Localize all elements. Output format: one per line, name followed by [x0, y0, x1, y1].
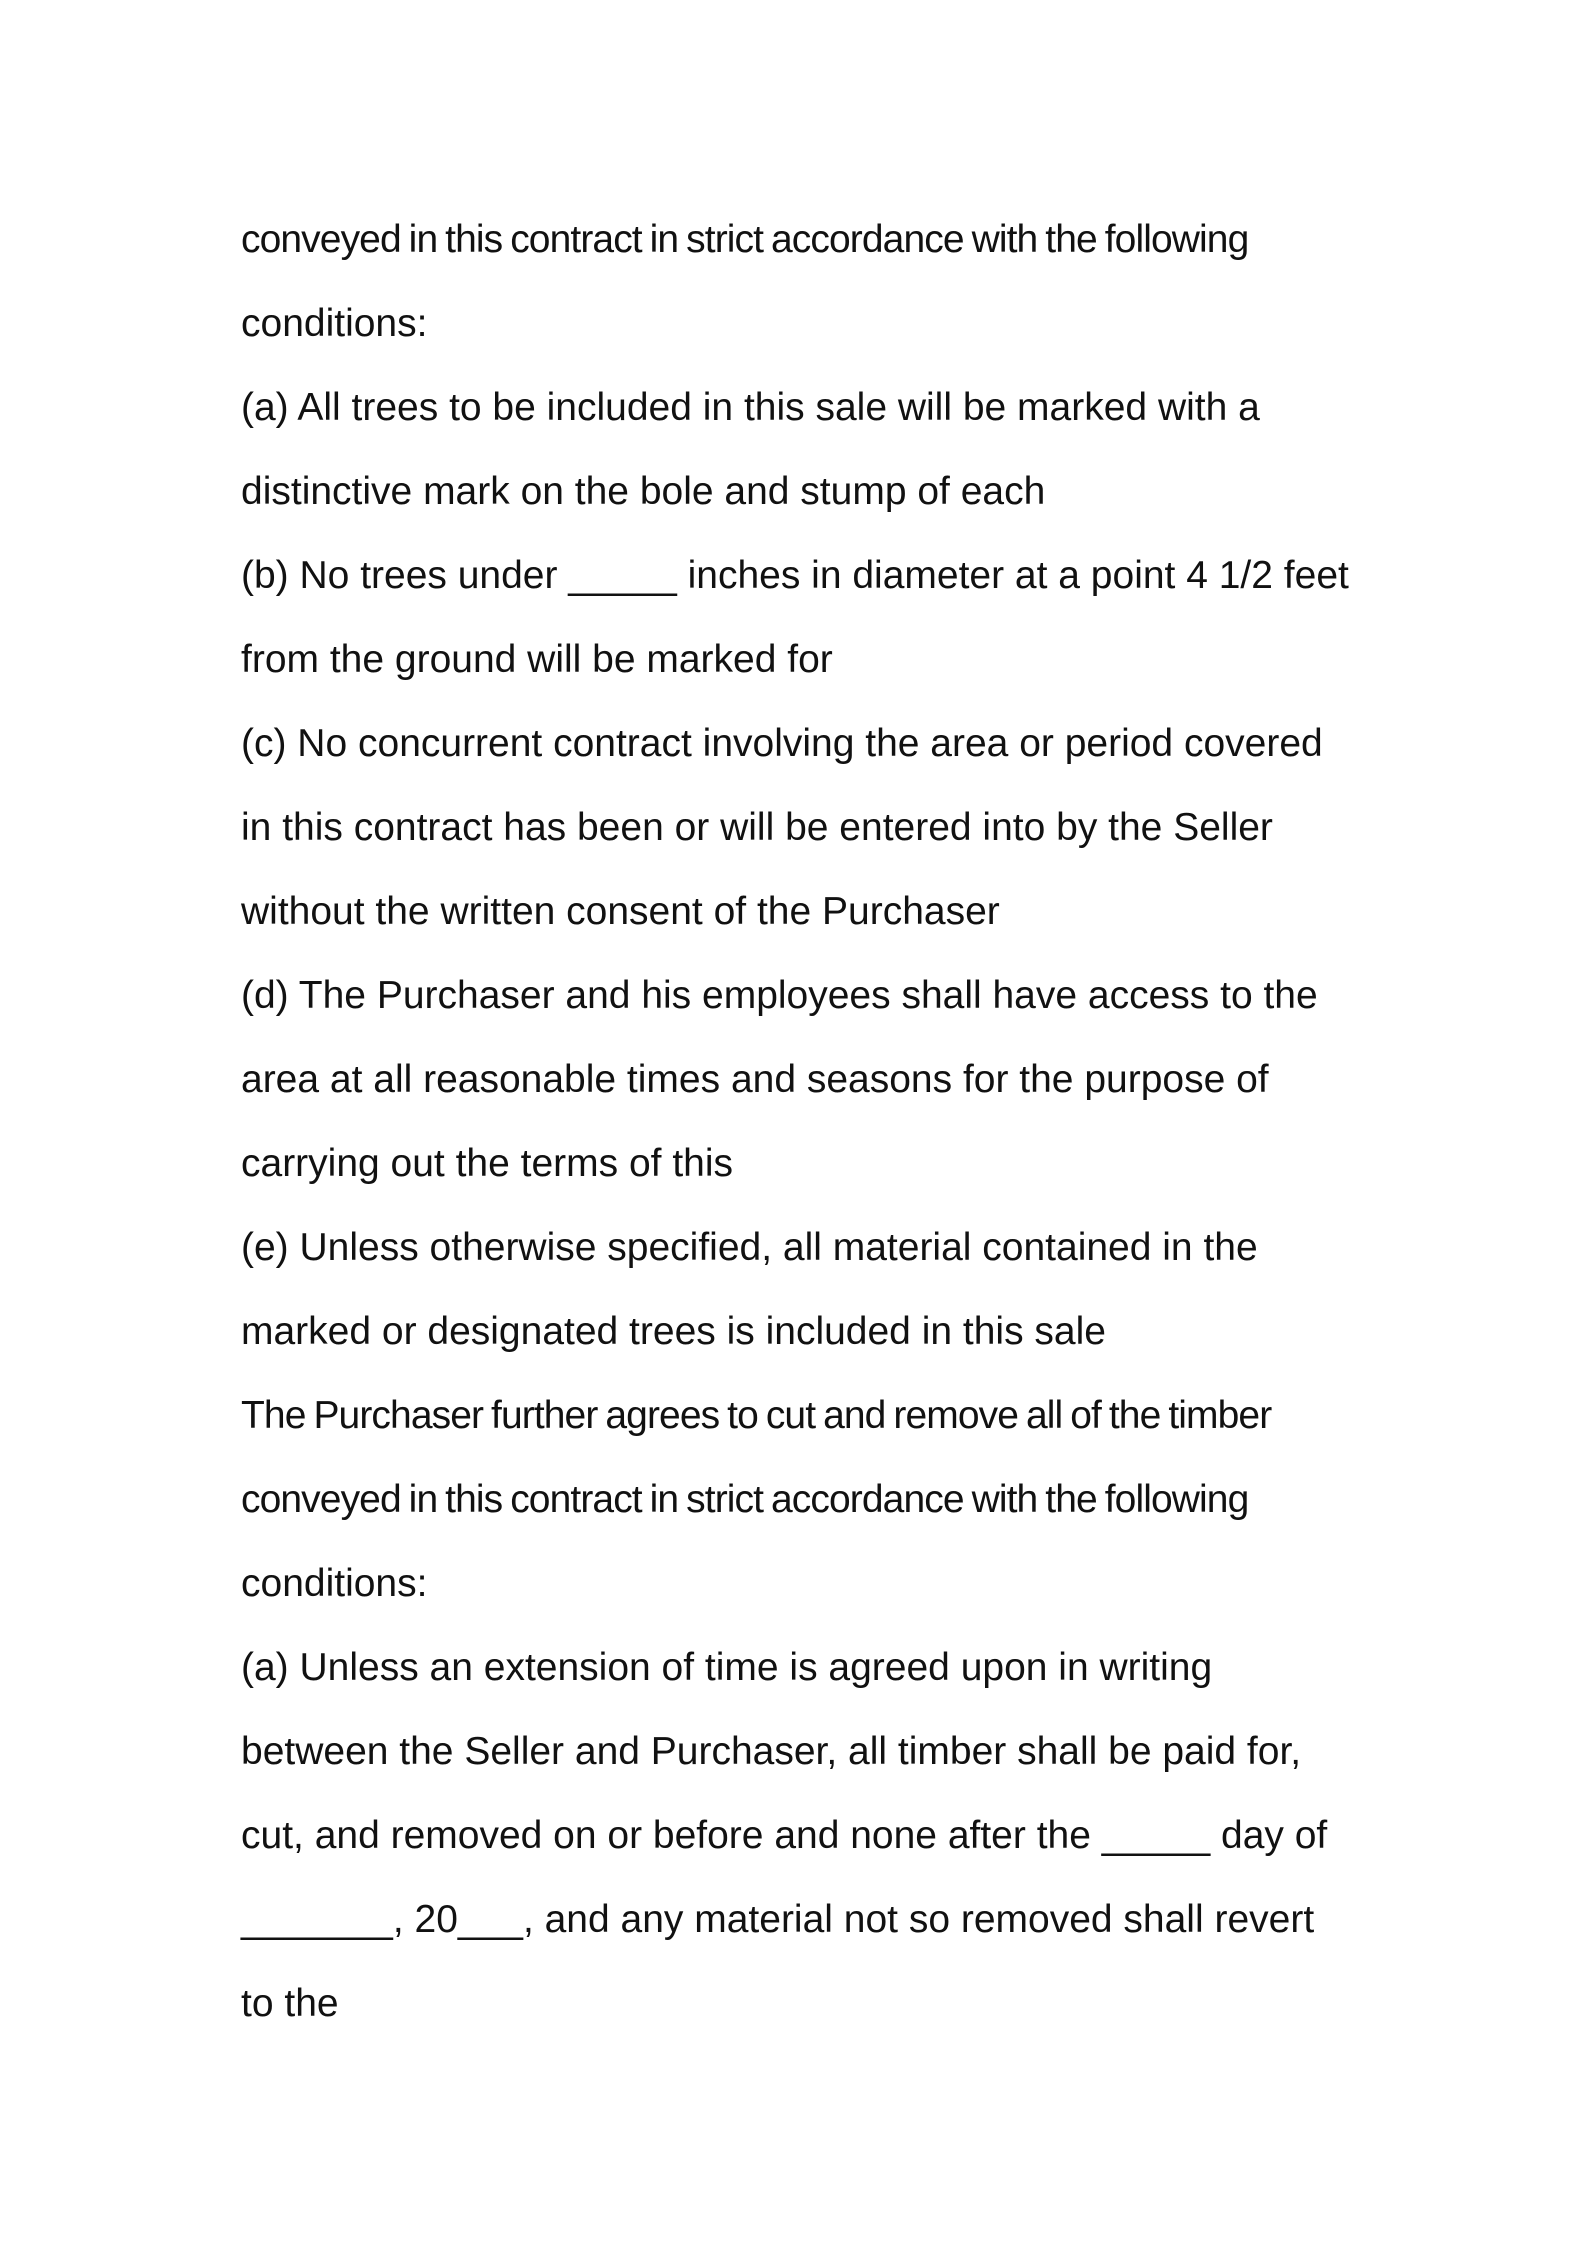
- text-line: without the written consent of the Purchaser: [241, 890, 1000, 933]
- text-line: conditions:: [241, 1562, 428, 1605]
- text-line: (d) The Purchaser and his employees shall have access to the: [241, 974, 1318, 1017]
- text-line: to the: [241, 1982, 339, 2025]
- text-line: from the ground will be marked for: [241, 638, 833, 681]
- text-line: _______, 20___, and any material not so removed shall revert: [241, 1898, 1315, 1941]
- text-line: The Purchaser further agrees to cut and remove all of the timber: [241, 1394, 1272, 1437]
- text-line: (a) Unless an extension of time is agreed upon in writing: [241, 1646, 1213, 1689]
- text-line: (e) Unless otherwise specified, all material contained in the: [241, 1226, 1258, 1269]
- text-line: carrying out the terms of this: [241, 1142, 734, 1185]
- text-line: (a) All trees to be included in this sale will be marked with a: [241, 386, 1260, 429]
- text-line: marked or designated trees is included in this sale: [241, 1310, 1106, 1353]
- text-line: in this contract has been or will be entered into by the Seller: [241, 806, 1273, 849]
- text-line: cut, and removed on or before and none after the _____ day of: [241, 1814, 1328, 1857]
- text-line: conveyed in this contract in strict accordance with the following: [241, 218, 1249, 261]
- contract-text: [241, 198, 1381, 2046]
- text-line: between the Seller and Purchaser, all timber shall be paid for,: [241, 1730, 1302, 1773]
- text-line: (b) No trees under _____ inches in diameter at a point 4 1/2 feet: [241, 554, 1349, 597]
- text-line: (c) No concurrent contract involving the area or period covered: [241, 722, 1323, 765]
- text-line: area at all reasonable times and seasons for the purpose of: [241, 1058, 1269, 1101]
- text-line: conditions:: [241, 302, 428, 345]
- text-line: conveyed in this contract in strict accordance with the following: [241, 1478, 1249, 1521]
- text-line: distinctive mark on the bole and stump of each: [241, 470, 1046, 513]
